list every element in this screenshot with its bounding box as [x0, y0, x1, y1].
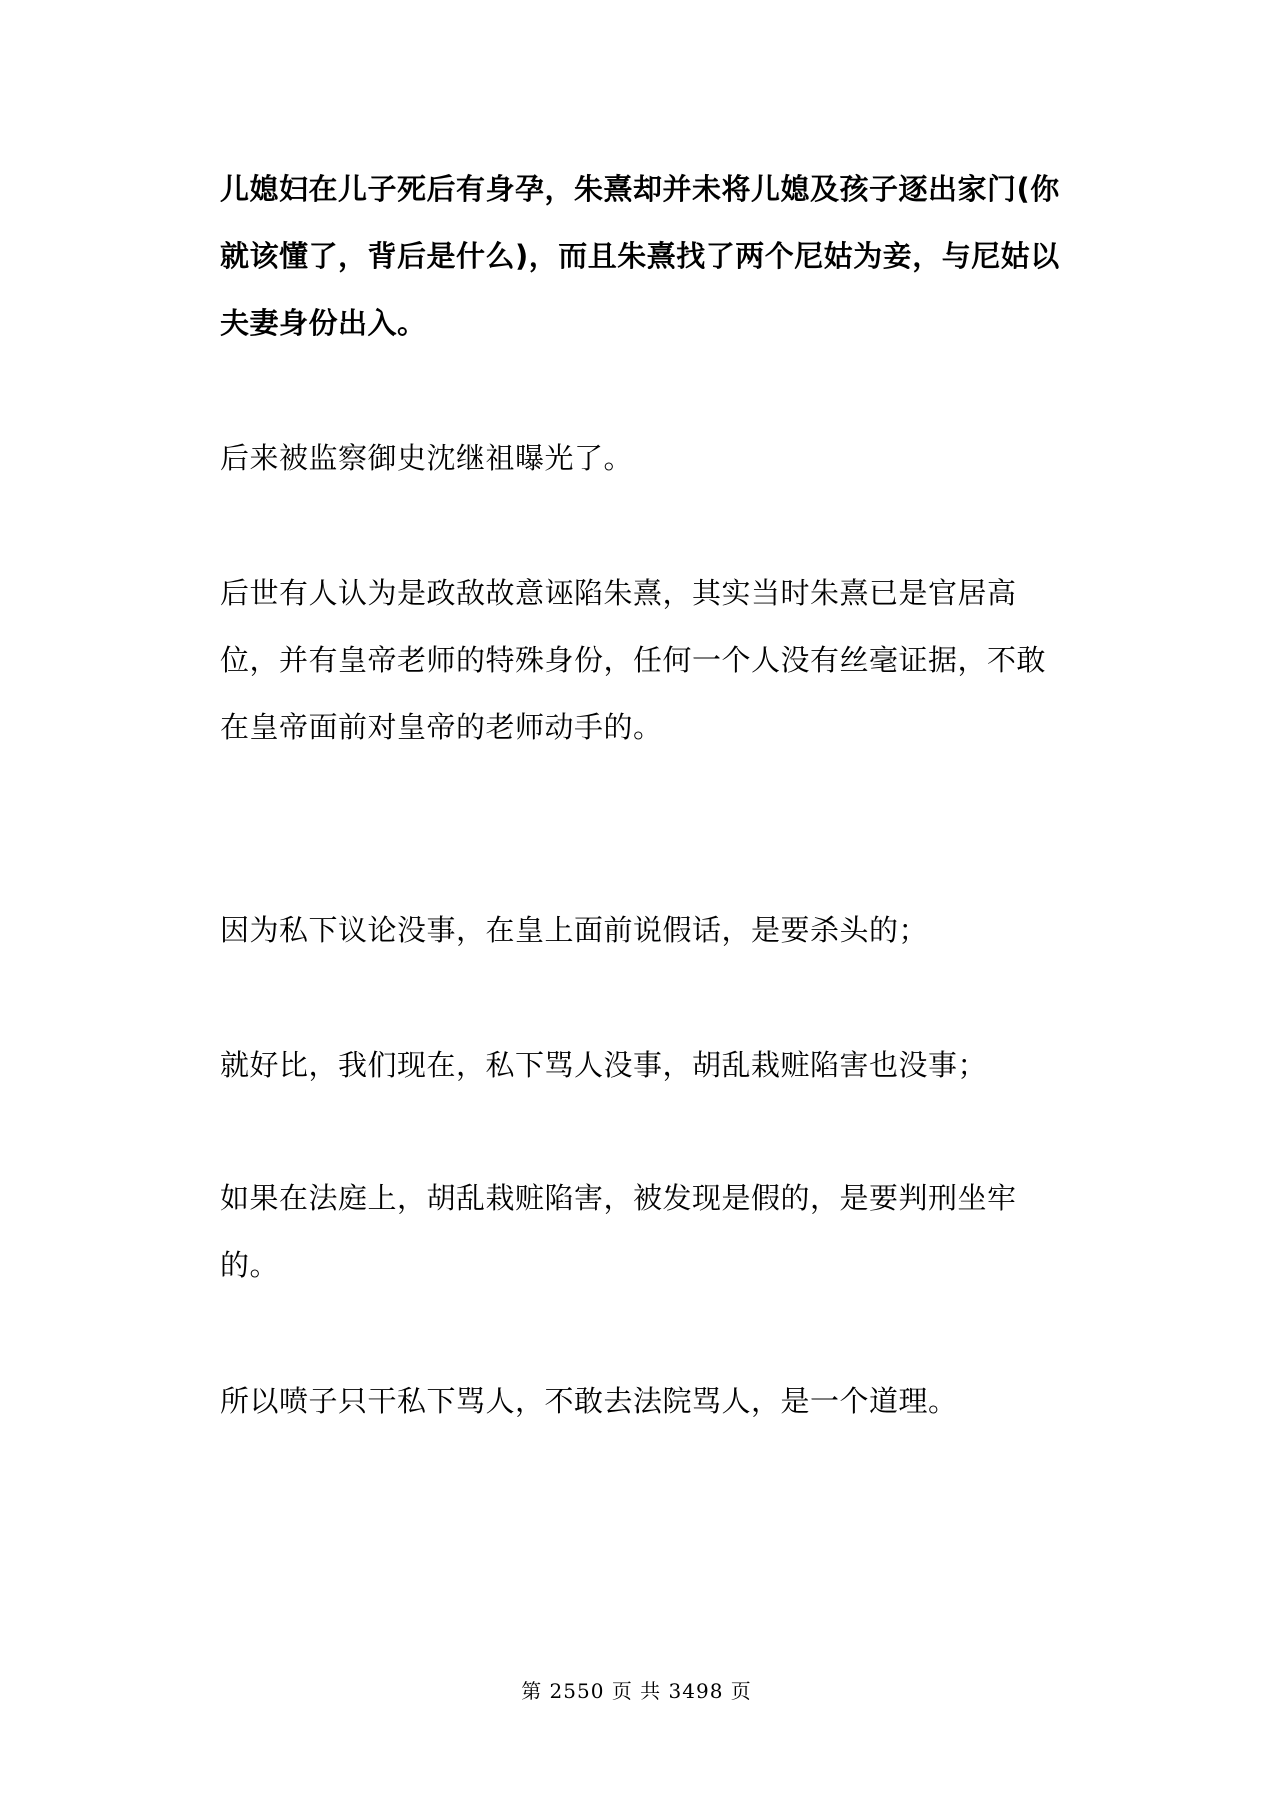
paragraph: 就好比，我们现在，私下骂人没事，胡乱栽赃陷害也没事； [220, 1048, 988, 1082]
paragraph: 因为私下议论没事，在皇上面前说假话，是要杀头的； [220, 913, 929, 947]
paragraph: 所以喷子只干私下骂人，不敢去法院骂人，是一个道理。 [220, 1384, 958, 1418]
page-number-footer: 第 2550 页 共 3498 页 [521, 1679, 752, 1703]
paragraph: 后来被监察御史沈继祖曝光了。 [220, 441, 634, 475]
paragraph: 后世有人认为是政敌故意诬陷朱熹，其实当时朱熹已是官居高位，并有皇帝老师的特殊身份，任何一个人没有丝毫证据，不敢在皇帝面前对皇帝的老师动手的。 [220, 576, 1047, 744]
paragraph-bold-intro: 儿媳妇在儿子死后有身孕，朱熹却并未将儿媳及孩子逐出家门(你就该懂了，背后是什么)，而且朱熹找了两个尼姑为妾，与尼姑以夫妻身份出入。 [220, 172, 1060, 340]
paragraph: 如果在法庭上，胡乱栽赃陷害，被发现是假的，是要判刑坐牢的。 [220, 1181, 1017, 1282]
